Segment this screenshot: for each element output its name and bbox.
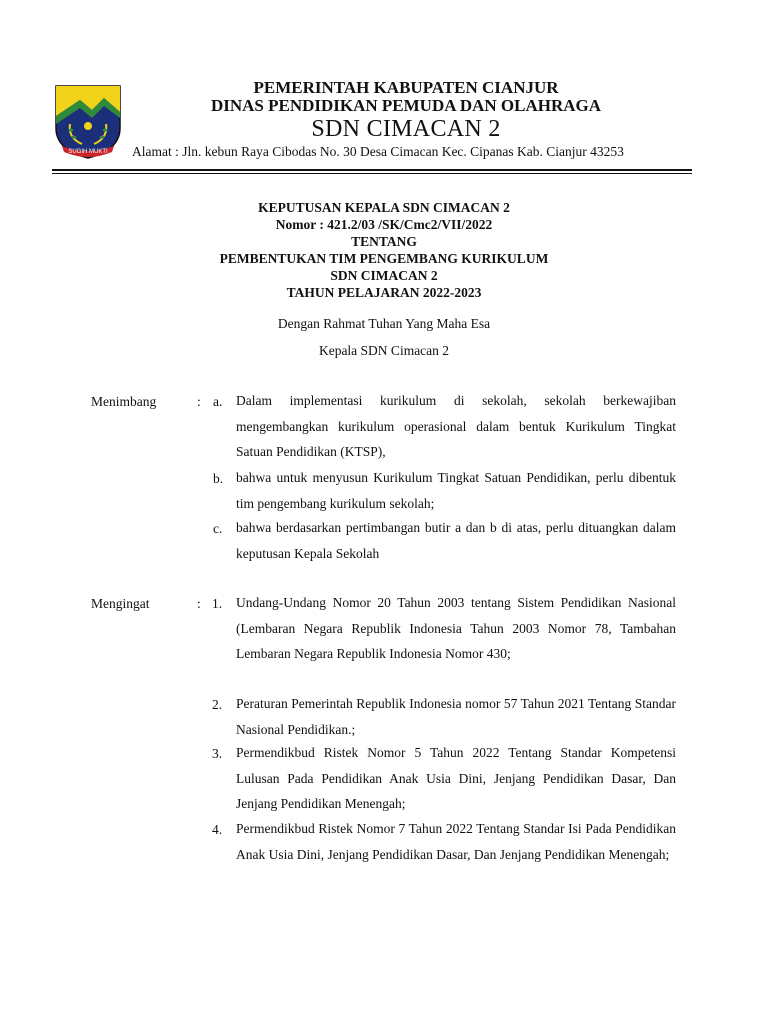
letterhead-thin-rule — [52, 173, 692, 174]
mengingat-mark-1: 1. — [212, 596, 223, 611]
mengingat-mark-4: 4. — [212, 822, 223, 837]
mengingat-item-1: Undang-Undang Nomor 20 Tahun 2003 tentang Sistem Pendidikan Nasional (Lembaran Negara Republik Indonesia Tahun 2003 Nomor 78, Tambahan Lembaran Negara Republik Indonesia Nomor 430; — [236, 595, 676, 661]
decree-title: KEPUTUSAN KEPALA SDN CIMACAN 2 — [258, 200, 510, 215]
mengingat-item-3: Permendikbud Ristek Nomor 5 Tahun 2022 Tentang Standar Kompetensi Lulusan Pada Pendidikan Anak Usia Dini, Jenjang Pendidikan Dasar, Dan Jenjang Pendidikan Menengah; — [236, 745, 676, 811]
crest-motto: SUGIH MUKTI — [68, 149, 108, 155]
decree-subject: PEMBENTUKAN TIM PENGEMBANG KURIKULUM — [219, 251, 549, 266]
blessing-line: Dengan Rahmat Tuhan Yang Maha Esa — [277, 316, 491, 331]
menimbang-mark-b: b. — [213, 471, 224, 486]
letterhead-thick-rule — [52, 169, 692, 171]
issuer-line: Kepala SDN Cimacan 2 — [318, 343, 450, 358]
mengingat-item-4: Permendikbud Ristek Nomor 7 Tahun 2022 Tentang Standar Isi Pada Pendidikan Anak Usia Dini, Jenjang Pendidikan Dasar, Dan Jenjang Pendidikan Menengah; — [236, 821, 676, 862]
mengingat-mark-2: 2. — [212, 697, 223, 712]
government-title: PEMERINTAH KABUPATEN CIANJUR — [253, 78, 559, 97]
school-name: SDN CIMACAN 2 — [311, 116, 501, 142]
menimbang-colon: : — [197, 394, 201, 409]
menimbang-item-a: Dalam implementasi kurikulum di sekolah, sekolah berkewajiban mengembangkan kurikulum operasional dalam bentuk Kurikulum Tingkat Satuan Pendidikan (KTSP), — [236, 393, 676, 459]
mengingat-item-2: Peraturan Pemerintah Republik Indonesia nomor 57 Tahun 2021 Tentang Standar Nasional Pendidikan.; — [236, 696, 676, 737]
department-title: DINAS PENDIDIKAN PEMUDA DAN OLAHRAGA — [210, 96, 602, 115]
mengingat-label: Mengingat — [91, 596, 150, 611]
menimbang-item-c: bahwa berdasarkan pertimbangan butir a dan b di atas, perlu dituangkan dalam keputusan Kepala Sekolah — [236, 520, 676, 561]
decree-year: TAHUN PELAJARAN 2022-2023 — [286, 285, 482, 300]
decree-about: TENTANG — [351, 234, 417, 249]
menimbang-mark-a: a. — [213, 394, 223, 409]
menimbang-mark-c: c. — [213, 521, 223, 536]
mengingat-colon: : — [197, 596, 201, 611]
decree-number: Nomor : 421.2/03 /SK/Cmc2/VII/2022 — [275, 217, 493, 232]
decree-school: SDN CIMACAN 2 — [330, 268, 438, 283]
school-address: Alamat : Jln. kebun Raya Cibodas No. 30 Desa Cimacan Kec. Cipanas Kab. Cianjur 43253 — [132, 144, 624, 159]
menimbang-item-b: bahwa untuk menyusun Kurikulum Tingkat Satuan Pendidikan, perlu dibentuk tim pengembang kurikulum sekolah; — [236, 470, 676, 511]
mengingat-mark-3: 3. — [212, 746, 223, 761]
menimbang-label: Menimbang — [91, 394, 157, 409]
